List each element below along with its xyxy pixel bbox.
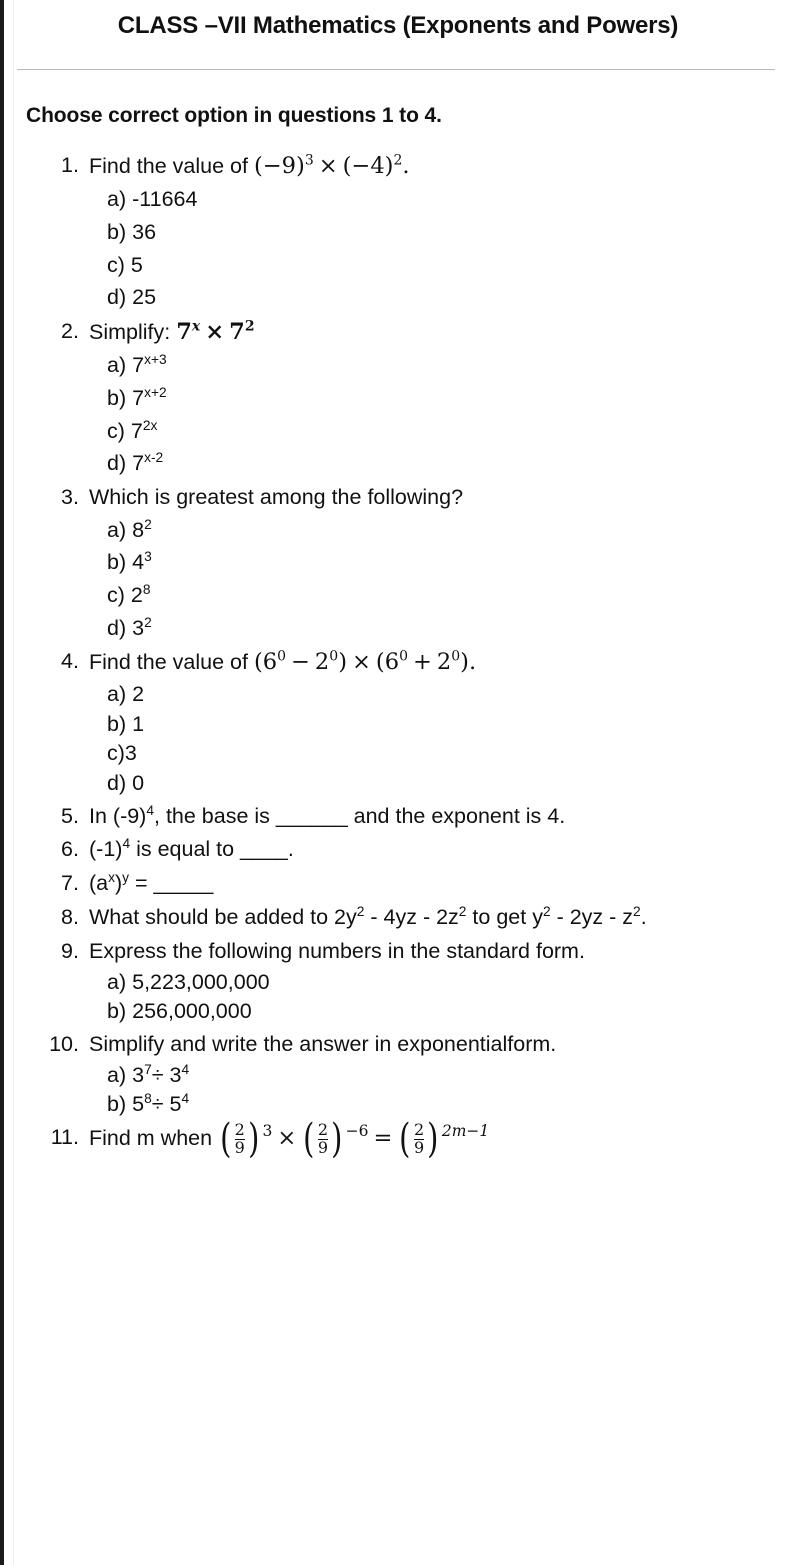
option-exponent: 4 <box>181 1091 190 1107</box>
option-label: c) <box>107 252 125 277</box>
option-item[interactable] <box>107 447 779 480</box>
question-text-2 <box>89 316 779 349</box>
fraction <box>234 1122 246 1156</box>
option-label: a) <box>107 517 127 542</box>
option-list-1 <box>89 183 779 314</box>
option-label: d) <box>107 770 127 795</box>
question-item-8 <box>17 902 779 934</box>
option-item[interactable] <box>107 710 779 740</box>
question-item-7 <box>17 868 779 900</box>
question-item-5 <box>17 801 779 833</box>
question-text-3: Which is greatest among the following? <box>89 484 464 509</box>
option-item[interactable] <box>107 1090 779 1120</box>
option-label: c) <box>107 418 125 443</box>
question-text-11 <box>89 1115 779 1162</box>
option-exponent: x-2 <box>144 450 164 466</box>
question-exponent-7b: y <box>122 869 130 885</box>
question-item-11 <box>17 1115 779 1162</box>
q8-exp: 2 <box>458 903 467 919</box>
option-exponent: 8 <box>142 581 151 597</box>
option-list-4 <box>89 680 779 799</box>
option-list-9 <box>89 968 779 1027</box>
paren-close-icon: ) <box>331 1115 343 1162</box>
fraction-denominator: 9 <box>317 1137 329 1157</box>
fraction-exponent: 2m−1 <box>441 1122 490 1141</box>
option-text: 5,223,000,000 <box>132 969 270 994</box>
q8-part: . <box>640 904 647 929</box>
paren-close-icon: ) <box>427 1115 439 1162</box>
fraction-denominator: 9 <box>234 1137 245 1157</box>
paren-open-icon: ( <box>399 1115 411 1162</box>
option-item[interactable] <box>107 249 779 282</box>
page-title: CLASS –VII Mathematics (Exponents and Powers) <box>117 12 679 39</box>
worksheet-page <box>17 0 779 1565</box>
option-item[interactable] <box>107 612 779 645</box>
option-item[interactable] <box>107 546 779 579</box>
option-item[interactable] <box>107 349 779 382</box>
option-text: 256,000,000 <box>132 999 252 1024</box>
fraction-numerator: 2 <box>317 1120 329 1140</box>
question-prompt-2: Simplify: <box>89 319 177 344</box>
q8-exp: 2 <box>633 903 641 919</box>
option-text: 2 <box>132 681 145 706</box>
question-prompt-7c: = _____ <box>129 871 214 896</box>
option-list-10 <box>89 1061 779 1120</box>
fraction-exponent: 3 <box>262 1122 273 1141</box>
option-label: a) <box>107 681 127 706</box>
option-text: 36 <box>132 219 157 244</box>
question-prompt-5a: In (-9) <box>89 803 147 828</box>
math-operator: = <box>373 1125 393 1152</box>
question-prompt-7b: ) <box>115 871 123 896</box>
question-item-4 <box>17 646 779 798</box>
option-label: b) <box>107 385 127 410</box>
option-base: 7 <box>130 418 143 443</box>
fraction-group-3 <box>397 1115 490 1162</box>
q8-part: to get y <box>466 904 543 929</box>
option-label: b) <box>107 1092 127 1117</box>
fraction-group-2 <box>301 1115 369 1162</box>
option-exponent: 7 <box>144 1061 152 1077</box>
option-item[interactable] <box>107 514 779 547</box>
option-base: 5 <box>132 1092 145 1117</box>
paren-open-icon: ( <box>303 1115 315 1162</box>
fraction <box>317 1122 329 1156</box>
option-base: 3 <box>132 615 145 640</box>
option-label: b) <box>107 550 127 575</box>
option-label: c) <box>107 741 125 766</box>
option-item[interactable] <box>107 1061 779 1091</box>
question-text-7 <box>89 868 779 900</box>
fraction-exponent: −6 <box>345 1122 369 1141</box>
question-math-11 <box>218 1115 490 1162</box>
option-base: 8 <box>132 517 145 542</box>
option-base: 5 <box>169 1092 182 1117</box>
option-label: c) <box>107 583 125 608</box>
question-prompt-1: Find the value of <box>89 153 254 178</box>
question-prompt-4: Find the value of <box>89 650 254 675</box>
option-base: 3 <box>132 1062 145 1087</box>
option-exponent: x+2 <box>144 384 167 400</box>
question-text-8 <box>89 902 779 934</box>
option-item[interactable] <box>107 739 779 769</box>
fraction-denominator: 9 <box>414 1137 425 1157</box>
question-prompt-6b: is equal to ____. <box>130 837 294 862</box>
question-item-2 <box>17 316 779 480</box>
question-text-5 <box>89 801 779 833</box>
option-label: b) <box>107 999 127 1024</box>
option-operator: ÷ <box>151 1062 164 1087</box>
paren-close-icon: ) <box>248 1115 260 1162</box>
paren-open-icon: ( <box>220 1115 232 1162</box>
option-base: 7 <box>132 353 145 378</box>
option-item[interactable] <box>107 382 779 415</box>
option-exponent: 8 <box>144 1091 152 1107</box>
question-prompt-11: Find m when <box>89 1126 219 1151</box>
option-item[interactable] <box>107 680 779 710</box>
option-label: a) <box>107 187 127 212</box>
option-label: d) <box>107 615 127 640</box>
question-exponent-6: 4 <box>122 836 131 852</box>
q8-part: - 4yz - 2z <box>364 904 459 929</box>
option-label: b) <box>107 219 127 244</box>
math-operator: × <box>277 1125 297 1152</box>
left-edge-strip <box>0 0 4 1565</box>
option-label: a) <box>107 1062 127 1087</box>
option-exponent: 2 <box>144 516 152 532</box>
question-item-6 <box>17 834 779 866</box>
option-list-3 <box>89 514 779 645</box>
question-text-10: Simplify and write the answer in exponentialform. <box>89 1031 557 1056</box>
q8-part: - 2yz - z <box>550 904 634 929</box>
option-text: 25 <box>132 285 157 310</box>
option-exponent: 4 <box>181 1061 190 1077</box>
option-label: d) <box>107 451 127 476</box>
q8-exp: 2 <box>356 903 365 919</box>
question-text-4 <box>89 646 779 679</box>
option-exponent: 3 <box>144 549 152 565</box>
option-item[interactable] <box>107 968 779 998</box>
question-item-3 <box>17 482 779 645</box>
question-math-2: $7^x \times 7^2$ <box>176 318 255 345</box>
option-exponent: 2 <box>144 614 152 630</box>
q8-exp: 2 <box>542 903 551 919</box>
instruction-text: Choose correct option in questions 1 to 4. <box>26 103 442 127</box>
option-label: d) <box>107 285 127 310</box>
option-list-2 <box>89 349 779 480</box>
fraction-group-1 <box>218 1115 273 1162</box>
option-item[interactable] <box>107 183 779 216</box>
option-exponent: 2x <box>142 417 158 433</box>
question-exponent-5: 4 <box>146 802 154 818</box>
question-prompt-7a: (a <box>89 871 109 896</box>
question-item-9 <box>17 936 779 1027</box>
option-base: 4 <box>132 550 145 575</box>
header-divider <box>17 69 775 70</box>
option-item[interactable] <box>107 579 779 612</box>
question-list <box>17 150 779 1162</box>
question-math-4: $(6^0 - 2^0) \times (6^0 + 2^0)$. <box>253 648 477 676</box>
option-text: 3 <box>124 741 137 766</box>
option-label: a) <box>107 969 127 994</box>
question-math-1: $(-9)^3 \times (-4)^2$. <box>253 152 410 179</box>
option-item[interactable] <box>107 415 779 448</box>
gutter-divider <box>13 0 14 1565</box>
question-text-9: Express the following numbers in the standard form. <box>89 938 585 963</box>
question-exponent-7a: x <box>108 869 115 885</box>
option-text: 1 <box>132 711 145 736</box>
option-base: 7 <box>132 385 145 410</box>
option-operator: ÷ <box>151 1092 164 1117</box>
question-text-1 <box>89 150 779 183</box>
fraction-numerator: 2 <box>234 1120 245 1140</box>
option-base: 2 <box>130 583 143 608</box>
option-item[interactable] <box>107 769 779 799</box>
option-item[interactable] <box>107 216 779 249</box>
option-label: b) <box>107 711 127 736</box>
question-text-6 <box>89 834 779 866</box>
fraction-numerator: 2 <box>414 1120 425 1140</box>
option-text: -11664 <box>132 187 198 212</box>
option-item[interactable] <box>107 281 779 314</box>
option-exponent: x+3 <box>144 352 167 368</box>
fraction <box>413 1122 425 1156</box>
q8-part: What should be added to 2y <box>89 904 357 929</box>
question-prompt-6a: (-1) <box>89 837 123 862</box>
option-base: 7 <box>132 451 145 476</box>
option-text: 5 <box>130 252 143 277</box>
option-item[interactable] <box>107 997 779 1027</box>
option-base: 3 <box>169 1062 182 1087</box>
question-item-1 <box>17 150 779 314</box>
question-item-10 <box>17 1029 779 1120</box>
option-label: a) <box>107 353 127 378</box>
question-prompt-5b: , the base is ______ and the exponent is 4. <box>154 803 566 828</box>
option-text: 0 <box>132 770 145 795</box>
